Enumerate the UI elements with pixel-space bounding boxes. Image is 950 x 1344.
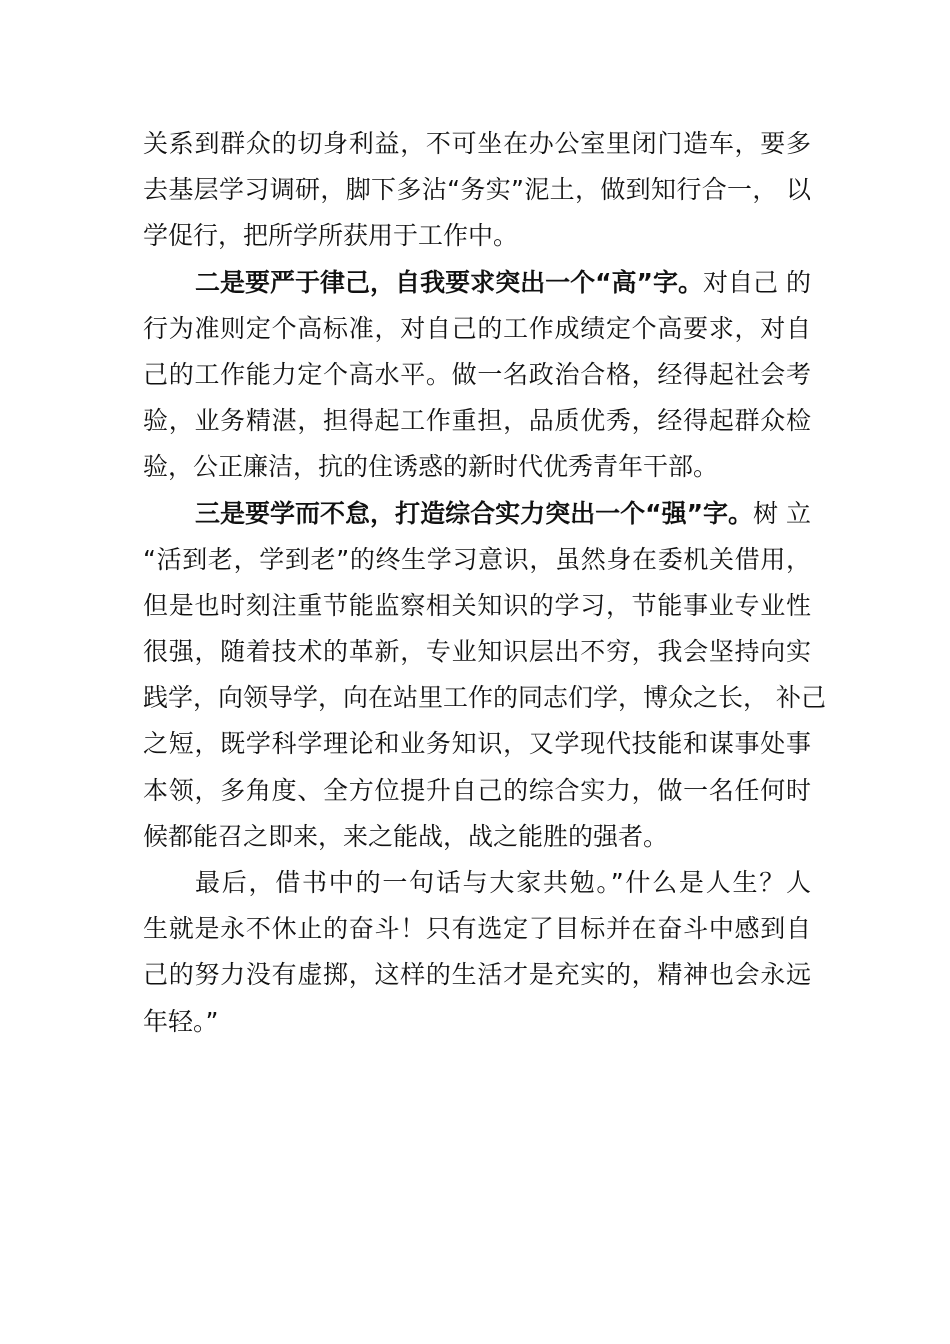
text-line: 之短，既学科学理论和业务知识，又学现代技能和谋事处事 [143,729,811,759]
text-line: 去基层学习调研，脚下多沾“务实”泥土，做到知行合一， 以 [143,175,811,205]
text-line: 候都能召之即来，来之能战，战之能胜的强者。 [143,821,669,851]
text-line: 最后，借书中的一句话与大家共勉。”什么是人生？人 [195,868,811,897]
text-line: 很强，随着技术的革新，专业知识层出不穷，我会坚持向实 [143,637,811,667]
text-line: 本领，多角度、全方位提升自己的综合实力，做一名任何时 [143,775,811,805]
paragraph-continuation [143,121,811,260]
paragraph-strict-discipline [143,260,811,491]
text-line: 关系到群众的切身利益，不可坐在办公室里闭门造车，要多 [143,129,811,158]
document-body [143,121,826,1045]
text-line [143,491,811,537]
text-line [143,260,811,306]
text-line: 己的努力没有虚掷，这样的生活才是充实的，精神也会永远 [143,960,811,990]
text-line: “活到老，学到老”的终生学习意识，虽然身在委机关借用， [143,544,811,574]
text-line: 但是也时刻注重节能监察相关知识的学习，节能事业专业性 [143,590,811,620]
text-line: 年轻。” [143,1006,219,1036]
text-line: 己的工作能力定个高水平。做一名政治合格，经得起社会考 [143,359,811,389]
text-line: 行为准则定个高标准，对自己的工作成绩定个高要求，对自 [143,313,811,343]
paragraph-heading: 三是要学而不怠，打造综合实力突出一个“强”字。 [195,498,754,528]
text-line: 学促行，把所学所获用于工作中。 [143,221,519,251]
paragraph-continuous-learning [143,491,826,861]
text-fragment: 树 立 [753,498,811,528]
text-line: 验，业务精湛，担得起工作重担，品质优秀，经得起群众检 [143,406,811,436]
text-line: 验，公正廉洁，抗的住诱惑的新时代优秀青年干部。 [143,452,719,482]
text-line: 生就是永不休止的奋斗！只有选定了目标并在奋斗中感到自 [143,914,811,944]
paragraph-closing-quote [143,860,811,1045]
text-fragment: 对自己 的 [703,267,811,297]
paragraph-heading: 二是要严于律己，自我要求突出一个“高”字。 [195,267,704,297]
text-line: 践学，向领导学，向在站里工作的同志们学，博众之长， 补己 [143,683,826,713]
